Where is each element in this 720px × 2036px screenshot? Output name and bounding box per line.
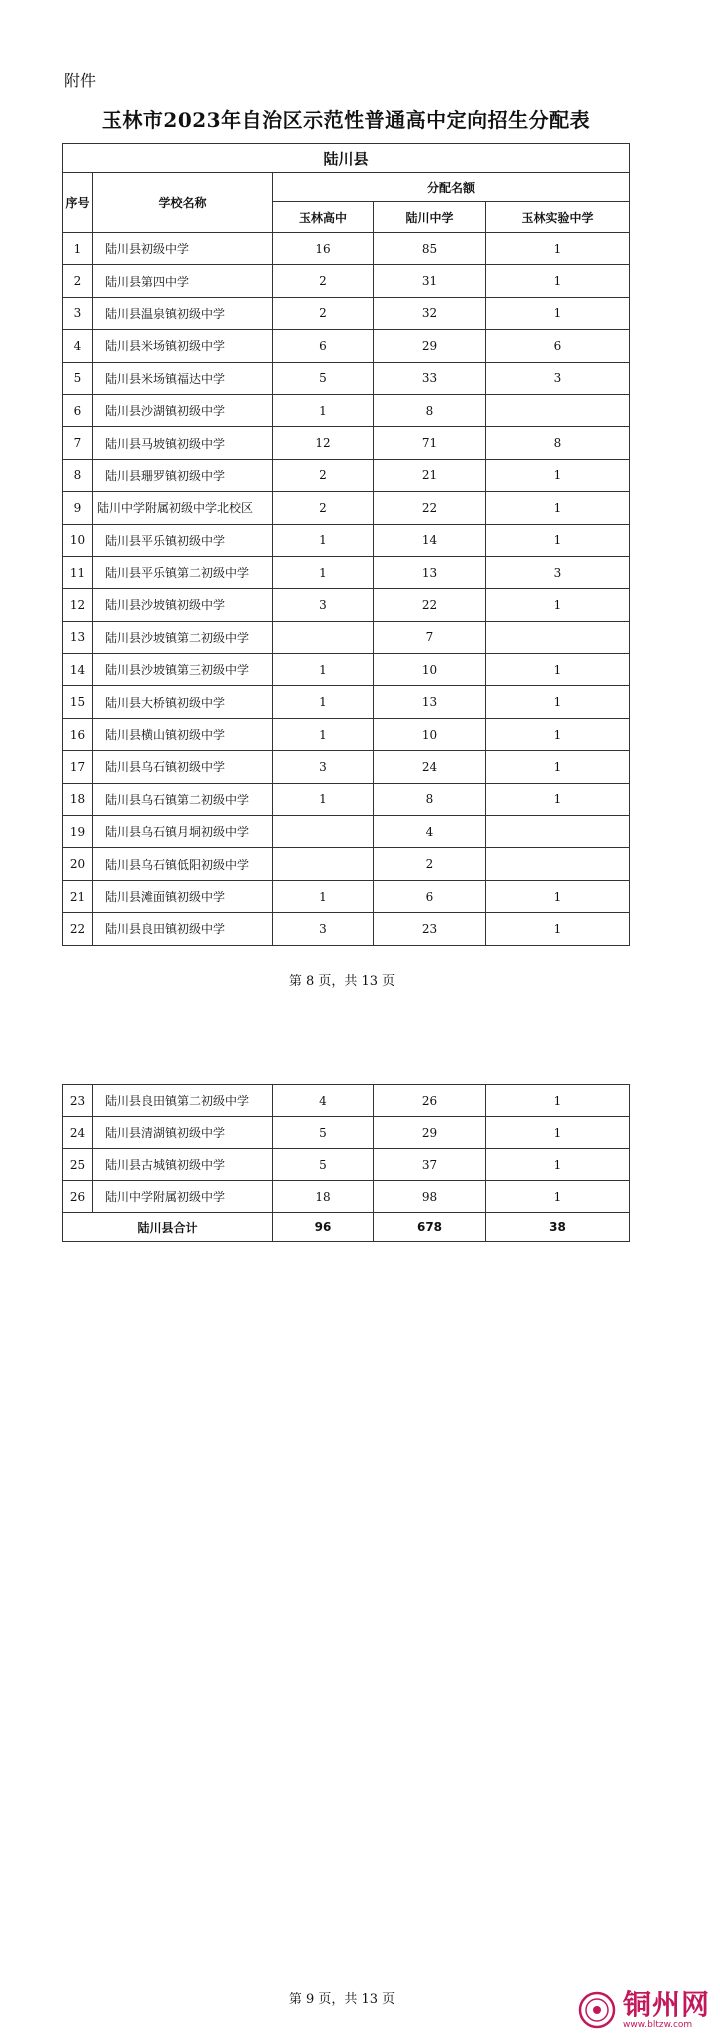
row-school-name: 陆川县沙湖镇初级中学 [93,394,273,426]
row-yulin-high: 1 [273,654,374,686]
row-luchuan-high: 22 [374,589,486,621]
table-row [63,297,630,329]
table-row [63,524,630,556]
watermark-name: 铜州网 [622,1988,710,2021]
row-school-name: 陆川县米场镇福达中学 [93,362,273,394]
row-school-name: 陆川县清湖镇初级中学 [93,1117,273,1149]
school-header: 学校名称 [93,173,273,233]
table-row [63,330,630,362]
row-luchuan-high: 8 [374,783,486,815]
row-luchuan-high: 23 [374,913,486,945]
page-number-9: 第 9 页，共 13 页 [288,1992,396,2007]
row-luchuan-high: 98 [374,1181,486,1213]
row-school-name: 陆川县乌石镇第二初级中学 [93,783,273,815]
table-row [63,880,630,912]
row-school-name: 陆川县温泉镇初级中学 [93,297,273,329]
row-yulin-experimental: 1 [486,1149,630,1181]
row-yulin-high: 1 [273,686,374,718]
row-seq: 14 [63,654,93,686]
row-school-name: 陆川县沙坡镇初级中学 [93,589,273,621]
row-luchuan-high: 8 [374,394,486,426]
row-seq: 23 [63,1085,93,1117]
row-seq: 15 [63,686,93,718]
row-yulin-high [273,621,374,653]
row-school-name: 陆川县平乐镇第二初级中学 [93,556,273,588]
table-row [63,686,630,718]
row-luchuan-high: 31 [374,265,486,297]
row-yulin-experimental: 1 [486,297,630,329]
row-yulin-high: 5 [273,1117,374,1149]
table-row [63,492,630,524]
attachment-label: 附件 [64,71,97,90]
row-yulin-high: 6 [273,330,374,362]
row-yulin-high: 3 [273,589,374,621]
table-row [63,783,630,815]
row-yulin-high: 3 [273,913,374,945]
table-row [63,589,630,621]
row-yulin-experimental: 1 [486,1117,630,1149]
row-seq: 11 [63,556,93,588]
row-luchuan-high: 33 [374,362,486,394]
row-yulin-high: 1 [273,556,374,588]
row-seq: 26 [63,1181,93,1213]
row-school-name: 陆川县平乐镇初级中学 [93,524,273,556]
row-luchuan-high: 26 [374,1085,486,1117]
row-yulin-experimental: 3 [486,556,630,588]
row-seq: 3 [63,297,93,329]
total-luchuan-high: 678 [374,1213,486,1242]
row-school-name: 陆川县良田镇初级中学 [93,913,273,945]
row-seq: 2 [63,265,93,297]
row-luchuan-high: 22 [374,492,486,524]
county-header: 陆川县 [63,144,630,173]
row-yulin-high: 1 [273,394,374,426]
total-yulin-experimental: 38 [486,1213,630,1242]
row-yulin-experimental: 1 [486,880,630,912]
row-school-name: 陆川县米场镇初级中学 [93,330,273,362]
row-yulin-high [273,816,374,848]
row-school-name: 陆川县珊罗镇初级中学 [93,459,273,491]
row-seq: 20 [63,848,93,880]
table-row [63,1085,630,1117]
row-seq: 5 [63,362,93,394]
row-yulin-experimental: 1 [486,686,630,718]
row-school-name: 陆川中学附属初级中学北校区 [93,492,273,524]
row-yulin-experimental: 1 [486,751,630,783]
row-luchuan-high: 32 [374,297,486,329]
row-luchuan-high: 29 [374,330,486,362]
row-luchuan-high: 13 [374,686,486,718]
row-yulin-high: 18 [273,1181,374,1213]
row-school-name: 陆川县初级中学 [93,233,273,265]
row-yulin-experimental: 1 [486,718,630,750]
row-yulin-experimental: 1 [486,913,630,945]
row-yulin-high [273,848,374,880]
row-school-name: 陆川县古城镇初级中学 [93,1149,273,1181]
row-yulin-high: 5 [273,1149,374,1181]
row-yulin-experimental [486,621,630,653]
row-yulin-high: 16 [273,233,374,265]
row-seq: 18 [63,783,93,815]
table-row [63,816,630,848]
row-school-name: 陆川县横山镇初级中学 [93,718,273,750]
row-seq: 8 [63,459,93,491]
row-yulin-experimental: 6 [486,330,630,362]
row-school-name: 陆川县乌石镇初级中学 [93,751,273,783]
page-number-8: 第 8 页，共 13 页 [288,974,396,989]
row-yulin-experimental: 1 [486,492,630,524]
row-luchuan-high: 2 [374,848,486,880]
row-luchuan-high: 85 [374,233,486,265]
row-luchuan-high: 71 [374,427,486,459]
table-row [63,718,630,750]
row-yulin-high: 12 [273,427,374,459]
allocation-table [62,143,630,946]
row-school-name: 陆川县良田镇第二初级中学 [93,1085,273,1117]
table-row [63,427,630,459]
row-school-name: 陆川县乌石镇低阳初级中学 [93,848,273,880]
table-row [63,362,630,394]
row-luchuan-high: 29 [374,1117,486,1149]
row-yulin-experimental: 1 [486,233,630,265]
table-row [63,233,630,265]
row-yulin-experimental [486,816,630,848]
row-school-name: 陆川县沙坡镇第二初级中学 [93,621,273,653]
row-seq: 13 [63,621,93,653]
row-school-name: 陆川县第四中学 [93,265,273,297]
row-seq: 10 [63,524,93,556]
row-school-name: 陆川县沙坡镇第三初级中学 [93,654,273,686]
row-yulin-high: 1 [273,783,374,815]
row-yulin-high: 2 [273,459,374,491]
row-yulin-experimental: 1 [486,589,630,621]
row-yulin-experimental: 1 [486,1181,630,1213]
seal-icon [577,1990,617,2030]
row-school-name: 陆川县马坡镇初级中学 [93,427,273,459]
row-seq: 16 [63,718,93,750]
table-row [63,1149,630,1181]
row-yulin-high: 2 [273,492,374,524]
total-row [63,1213,630,1242]
row-luchuan-high: 10 [374,654,486,686]
row-luchuan-high: 13 [374,556,486,588]
table-row [63,265,630,297]
row-yulin-experimental: 1 [486,265,630,297]
site-watermark [577,1990,710,2030]
table-row [63,848,630,880]
row-seq: 1 [63,233,93,265]
quota-header: 分配名额 [273,173,630,202]
table-row [63,394,630,426]
row-seq: 9 [63,492,93,524]
row-yulin-high: 4 [273,1085,374,1117]
row-yulin-experimental: 1 [486,524,630,556]
row-seq: 17 [63,751,93,783]
row-yulin-high: 2 [273,265,374,297]
row-yulin-experimental: 3 [486,362,630,394]
col-yulin-high: 玉林高中 [273,202,374,233]
row-luchuan-high: 10 [374,718,486,750]
table-row [63,654,630,686]
row-school-name: 陆川县乌石镇月垌初级中学 [93,816,273,848]
watermark-url: www.bltzw.com [622,2020,693,2030]
total-yulin-high: 96 [273,1213,374,1242]
row-seq: 22 [63,913,93,945]
row-yulin-experimental [486,394,630,426]
table-body-page2 [63,1085,630,1213]
row-yulin-high: 2 [273,297,374,329]
row-yulin-high: 1 [273,524,374,556]
col-yulin-experimental: 玉林实验中学 [486,202,630,233]
table-row [63,1181,630,1213]
row-seq: 19 [63,816,93,848]
row-yulin-experimental [486,848,630,880]
row-luchuan-high: 14 [374,524,486,556]
table-row [63,621,630,653]
row-yulin-experimental: 1 [486,1085,630,1117]
row-luchuan-high: 24 [374,751,486,783]
row-yulin-high: 1 [273,718,374,750]
col-luchuan-high: 陆川中学 [374,202,486,233]
total-label: 陆川县合计 [63,1213,273,1242]
row-seq: 4 [63,330,93,362]
row-yulin-experimental: 1 [486,654,630,686]
row-luchuan-high: 21 [374,459,486,491]
row-school-name: 陆川中学附属初级中学 [93,1181,273,1213]
row-yulin-high: 3 [273,751,374,783]
row-luchuan-high: 4 [374,816,486,848]
row-luchuan-high: 7 [374,621,486,653]
row-yulin-high: 5 [273,362,374,394]
row-yulin-experimental: 1 [486,459,630,491]
row-yulin-high: 1 [273,880,374,912]
table-body-page1 [63,233,630,946]
row-yulin-experimental: 8 [486,427,630,459]
table-row [63,1117,630,1149]
row-seq: 6 [63,394,93,426]
allocation-table-continued [62,1084,630,1242]
table-row [63,913,630,945]
row-seq: 12 [63,589,93,621]
table-row [63,751,630,783]
row-luchuan-high: 6 [374,880,486,912]
table-row [63,459,630,491]
table-row [63,556,630,588]
row-school-name: 陆川县大桥镇初级中学 [93,686,273,718]
row-seq: 24 [63,1117,93,1149]
row-seq: 21 [63,880,93,912]
document-title: 玉林市2023年自治区示范性普通高中定向招生分配表 [101,108,591,132]
row-school-name: 陆川县滩面镇初级中学 [93,880,273,912]
row-luchuan-high: 37 [374,1149,486,1181]
seq-header: 序号 [63,173,93,233]
row-seq: 25 [63,1149,93,1181]
row-yulin-experimental: 1 [486,783,630,815]
row-seq: 7 [63,427,93,459]
